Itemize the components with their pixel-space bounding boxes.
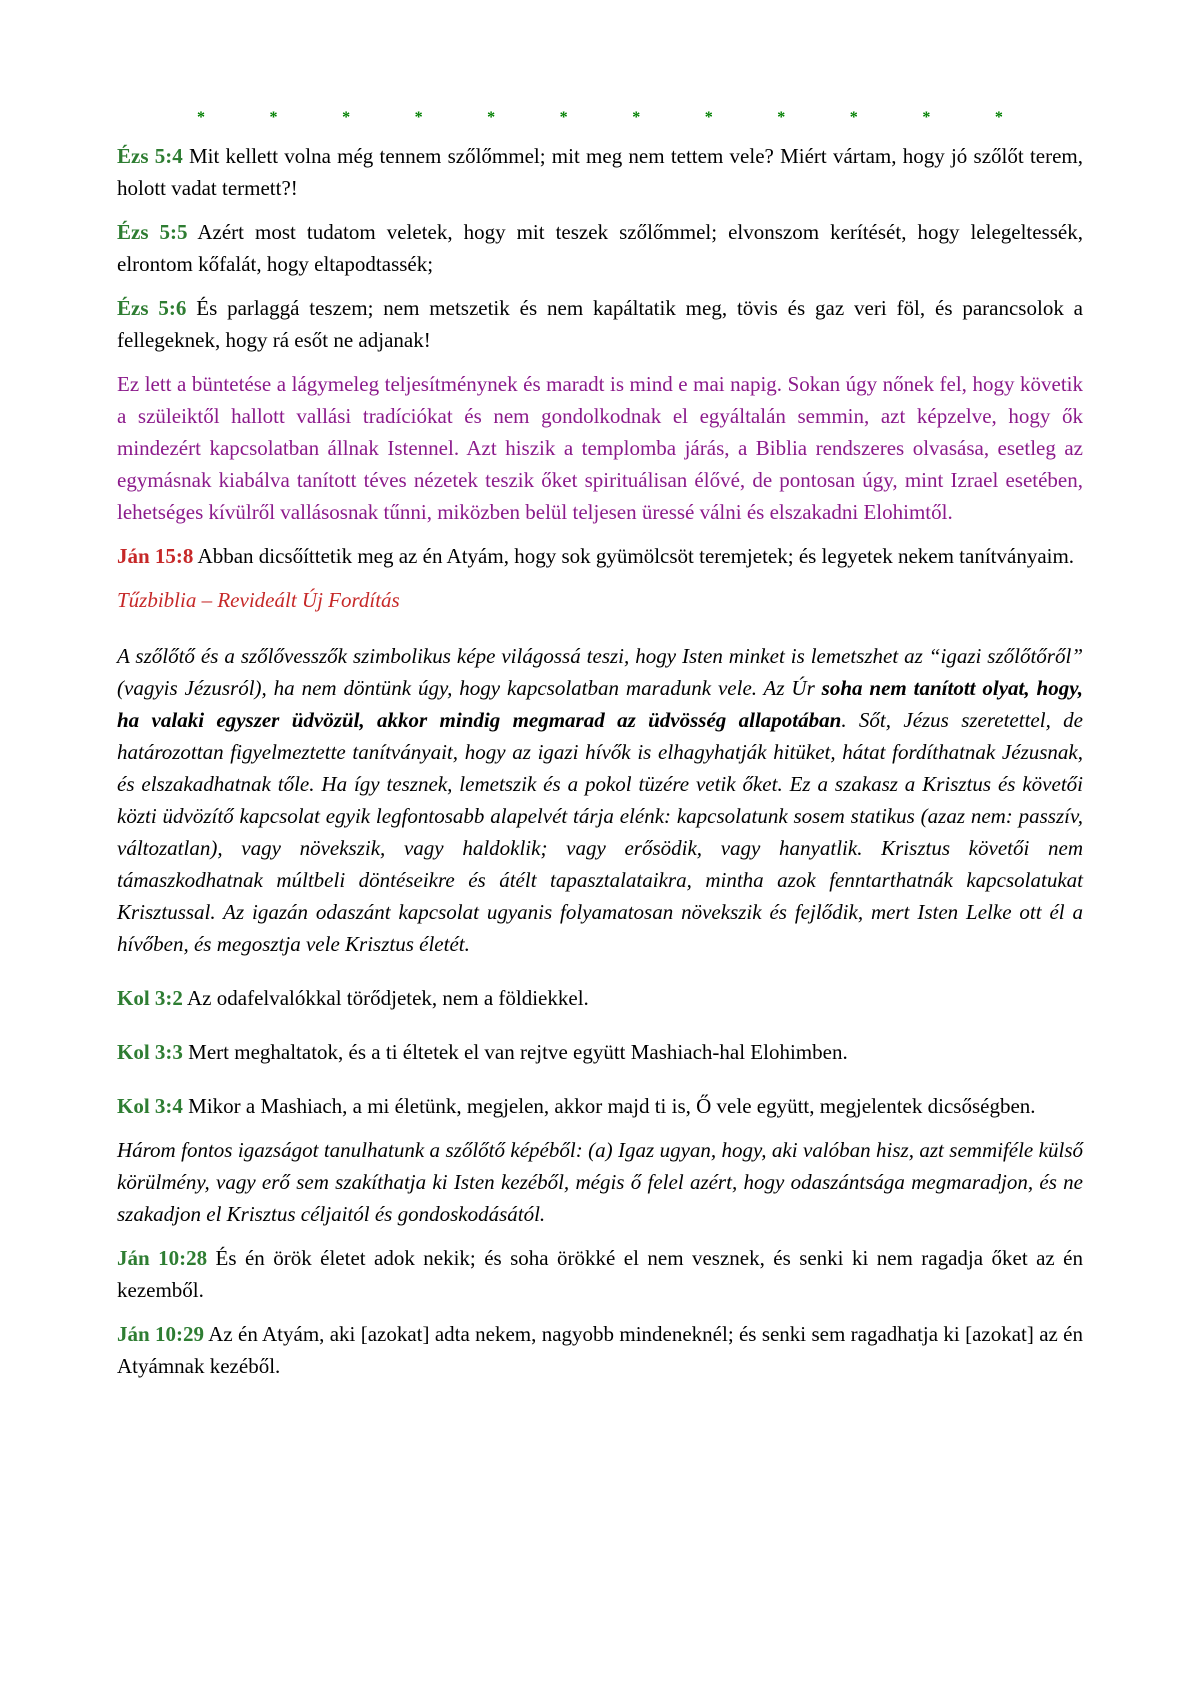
star-separator [117,100,1083,136]
star-mark: * [342,109,351,126]
commentary-text: . Sőt, Jézus szeretettel, de határozottan figyelmeztette tanítványait, hogy az igazi hívők is elhagyhatják hitüket, hátat fordíthatnak Jézusnak, és elszakadhatnak tőle. Ha így tesznek, lemetszik és a pokol tüzére vetik őket. Ez a szakasz a Krisztus és követői közti üdvözítő kapcsolat egyik legfontosabb alapelvét tárja elénk: kapcsolatunk sosem statikus (azaz nem: passzív, változatlan), vagy növekszik, vagy haldoklik; vagy erősödik, vagy hanyatlik. Krisztus követői nem támaszkodhatnak múltbeli döntéseikre és átélt tapasztalataikra, mintha azok fenntarthatnák kapcsolatukat Krisztussal. Az igazán odaszánt kapcsolat ugyanis folyamatosan növekszik és fejlődik, mert Isten Lelke ott él a hívőben, és megosztja vele Krisztus életét. [117,708,1083,956]
verse-text: Abban dicsőíttetik meg az én Atyám, hogy sok gyümölcsöt teremjetek; és legyetek nekem tanítványaim. [193,544,1075,568]
star-mark: * [704,109,713,126]
commentary-text: A szőlőtő és a szőlővesszők szimbolikus képe világossá teszi, hogy Isten minket is lemetszhet az “igazi szőlőtőről” (vagyis Jézusról), ha nem döntünk úgy, hogy kapcsolatban maradunk vele. Az Úr [117,644,1083,700]
star-mark: * [414,109,423,126]
star-mark: * [922,109,931,126]
verse-jan-10-29 [117,1318,1083,1382]
star-mark: * [487,109,496,126]
verse-reference: Ján 10:28 [117,1246,208,1270]
verse-text: És én örök életet adok nekik; és soha örökké el nem vesznek, és senki ki nem ragadja őket az én kezemből. [117,1246,1083,1302]
verse-text: És parlaggá teszem; nem metszetik és nem kapáltatik meg, tövis és gaz veri föl, és parancsolok a fellegeknek, hogy rá esőt ne adjanak! [117,296,1084,352]
verse-reference: Ézs 5:6 [117,296,187,320]
verse-kol-3-4 [117,1090,1083,1122]
star-mark: * [632,109,641,126]
verse-text: Mikor a Mashiach, a mi életünk, megjelen, akkor majd ti is, Ő vele együtt, megjelentek dicsőségben. [182,1094,1036,1118]
commentary-paragraph [117,640,1083,960]
source-title: Tűzbiblia – Revideált Új Fordítás [117,588,400,612]
verse-text: Mit kellett volna még tennem szőlőmmel; mit meg nem tettem vele? Miért vártam, hogy jó szőlőt terem, holott vadat termett?! [117,144,1083,200]
verse-reference: Ézs 5:5 [117,220,188,244]
star-mark: * [269,109,278,126]
verse-kol-3-2 [117,982,1083,1014]
verse-ezs-5-6 [117,292,1083,356]
verse-ezs-5-4 [117,140,1083,204]
star-mark: * [994,109,1003,126]
verse-reference: Ján 15:8 [117,544,194,568]
verse-reference: Ézs 5:4 [117,144,183,168]
star-mark: * [197,109,205,126]
verse-text: Azért most tudatom veletek, hogy mit teszek szőlőmmel; elvonszom kerítését, hogy lelegeltessék, elrontom kőfalát, hogy eltapodtassék; [117,220,1083,276]
verse-reference: Ján 10:29 [117,1322,205,1346]
verse-jan-10-28 [117,1242,1083,1306]
verse-ezs-5-5 [117,216,1083,280]
purple-commentary: Ez lett a büntetése a lágymeleg teljesítménynek és maradt is mind e mai napig. Sokan úgy nőnek fel, hogy követik a szüleiktől hallott vallási tradíciókat és nem gondolkodnak el egyáltalán semmin, azt képzelve, hogy ők mindezért kapcsolatban állnak Istennel. Azt hiszik a templomba járás, a Biblia rendszeres olvasása, esetleg az egymásnak kiabálva tanított téves nézetek teszik őket spirituálisan élővé, de pontosan úgy, mint Izrael esetében, lehetséges kívülről vallásosnak tűnni, miközben belül teljesen üressé válni és elszakadni Elohimtől. [117,372,1083,524]
star-mark: * [777,109,786,126]
verse-text: Az odafelvalókkal törődjetek, nem a földiekkel. [182,986,589,1010]
verse-reference: Kol 3:3 [117,1040,183,1064]
verse-text: Az én Atyám, aki [azokat] adta nekem, nagyobb mindeneknél; és senki sem ragadhatja ki [azokat] az én Atyámnak kezéből. [117,1322,1083,1378]
verse-jan-15-8 [117,540,1083,572]
document-page [117,100,1083,1394]
star-mark: * [559,109,568,126]
commentary-paragraph-2: Három fontos igazságot tanulhatunk a szőlőtő képéből: (a) Igaz ugyan, hogy, aki valóban hisz, azt semmiféle külső körülmény, vagy erő sem szakíthatja ki Isten kezéből, mégis ő felel azért, hogy odaszántsága megmaradjon, és ne szakadjon el Krisztus céljaitól és gondoskodásától. [117,1138,1083,1226]
verse-kol-3-3 [117,1036,1083,1068]
star-mark: * [849,109,858,126]
verse-reference: Kol 3:2 [117,986,183,1010]
verse-text: Mert meghaltatok, és a ti éltetek el van rejtve együtt Mashiach-hal Elohimben. [182,1040,848,1064]
verse-reference: Kol 3:4 [117,1094,183,1118]
commentary-bold-text: soha nem tanított olyat, hogy, ha valaki egyszer üdvözül, akkor mindig megmarad az üdvösség allapotában [117,676,1084,732]
